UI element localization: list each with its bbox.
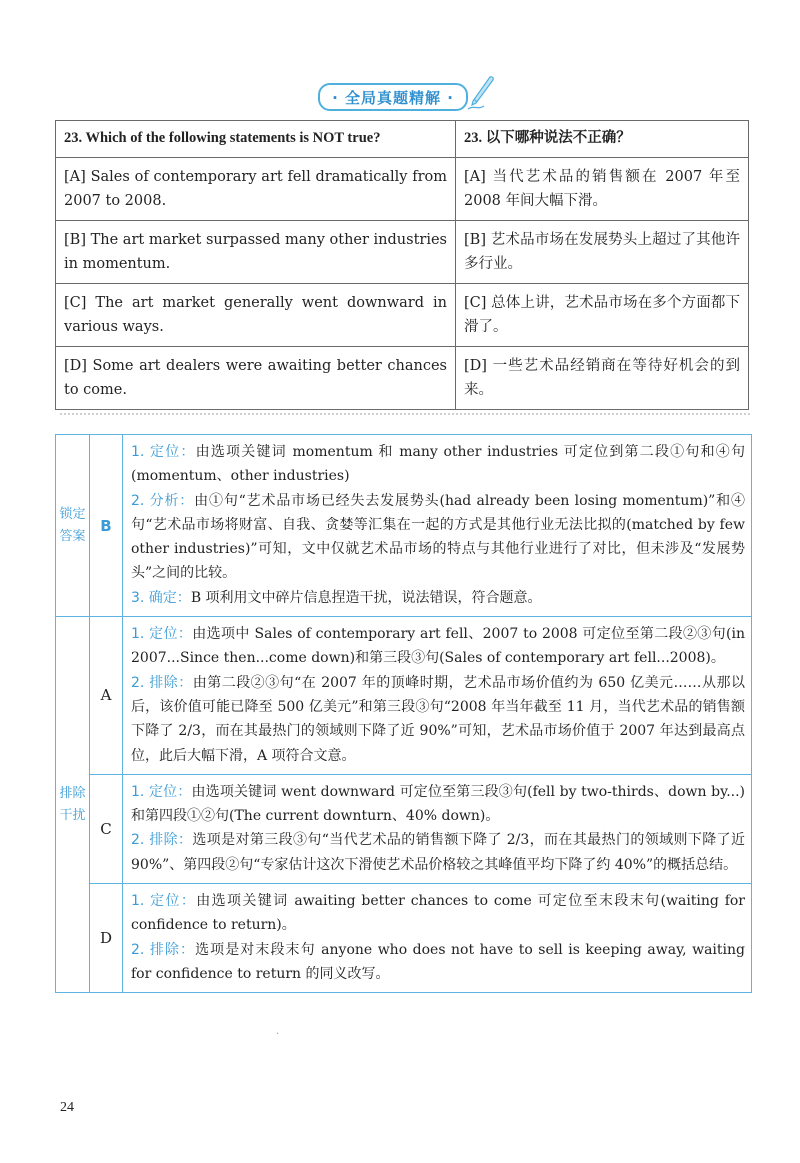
distractor-option: C (90, 774, 123, 883)
analysis-step (131, 622, 745, 671)
question-table (55, 120, 749, 410)
step-key: 1. 定位： (131, 444, 196, 460)
analysis-step (131, 671, 745, 768)
analysis-step (131, 828, 745, 877)
option-row-d (56, 347, 749, 410)
footer-mark: . (276, 1026, 280, 1037)
step-text: 由①句“艺术品市场已经失去发展势头(had already been losing momentum)”和④句“艺术品市场将财富、自我、贪婪等汇集在一起的方式是其他行业无法比拟的(matched by few other industries)”可知，文中仅就艺术品市场的特点与其他行业进行了对比，但未涉及“发展势头”之间的比较。 (131, 492, 746, 582)
step-text: 由选项中 Sales of contemporary art fell、2007 to 2008 可定位至第二段②③句(in 2007...Since then...come down)和第三段③句(Sales of contemporary art fell...2008)。 (131, 626, 745, 667)
question-title-en: 23. Which of the following statements is NOT true? (56, 121, 456, 158)
section-banner (318, 83, 494, 113)
option-row-c (56, 284, 749, 347)
option-zh: [A] 当代艺术品的销售额在 2007 年至 2008 年间大幅下滑。 (456, 158, 749, 221)
distractor-analysis (123, 884, 752, 993)
step-key: 2. 排除： (131, 832, 193, 849)
answer-label-text: 锁定答案 (59, 506, 86, 544)
step-key: 2. 分析： (131, 492, 195, 509)
distractor-option: D (90, 884, 123, 993)
answer-label (56, 435, 90, 617)
option-en: [A] Sales of contemporary art fell dramatically from 2007 to 2008. (56, 158, 456, 221)
step-key: 1. 定位： (131, 893, 197, 910)
step-text: 由选项关键词 momentum 和 many other industries 可定位到第二段①句和④句(momentum、other industries) (131, 444, 746, 485)
analysis-table (55, 434, 752, 993)
distractor-row-a (56, 617, 752, 775)
answer-row (56, 435, 752, 617)
step-text: 由第二段②③句“在 2007 年的顶峰时期，艺术品市场价值约为 650 亿美元……从那以后，该价值可能已降至 500 亿美元”和第三段③句“2008 年当年截至 11 月，当代艺术品的销售额下降了 2/3，而在其最热门的领域则下降了近 90%”可知，艺术品市场价值于 2007 年达到最高点位，此后大幅下滑，A 项符合文意。 (131, 674, 745, 764)
step-text: 选项是对末段末句 anyone who does not have to sell is keeping away, waiting for confidence to return 的同义改写。 (131, 941, 745, 982)
page-number: 24 (60, 1100, 74, 1115)
answer-analysis (123, 435, 752, 617)
distractor-option: A (90, 617, 123, 775)
answer-option: B (90, 435, 123, 617)
step-key: 2. 排除： (131, 941, 196, 958)
distractor-analysis (123, 617, 752, 775)
option-en: [C] The art market generally went downward in various ways. (56, 284, 456, 347)
step-text: 由选项关键词 awaiting better chances to come 可定位至末段末句(waiting for confidence to return)。 (131, 893, 746, 934)
option-en: [D] Some art dealers were awaiting better chances to come. (56, 347, 456, 410)
analysis-step (131, 489, 745, 586)
distractor-row-d (56, 884, 752, 993)
option-row-a (56, 158, 749, 221)
step-text: B 项利用文中碎片信息捏造干扰，说法错误，符合题意。 (190, 589, 542, 606)
analysis-step (131, 889, 745, 938)
step-key: 1. 定位： (131, 783, 192, 800)
question-title-zh: 23. 以下哪种说法不正确？ (456, 121, 749, 158)
question-header-row (56, 121, 749, 158)
distractor-label (56, 617, 90, 993)
option-row-b (56, 221, 749, 284)
distractor-analysis (123, 774, 752, 883)
step-key: 1. 定位： (131, 626, 193, 643)
step-text: 选项是对第三段③句“当代艺术品的销售额下降了 2/3，而在其最热门的领域则下降了近 90%”、第四段②句“专家估计这次下滑使艺术品价格较之其峰值平均下降了约 40%”的概括总结。 (131, 832, 745, 873)
step-key: 3. 确定： (131, 589, 191, 606)
section-title: · 全局真题精解 · (318, 83, 468, 111)
distractor-label-text: 排除干扰 (59, 785, 86, 823)
option-zh: [D] 一些艺术品经销商在等待好机会的到来。 (456, 347, 749, 410)
step-key: 2. 排除： (131, 674, 193, 691)
analysis-step (131, 440, 745, 489)
analysis-step (131, 780, 745, 829)
distractor-row-c (56, 774, 752, 883)
analysis-step (131, 586, 745, 610)
dotted-divider (60, 413, 750, 415)
option-en: [B] The art market surpassed many other industries in momentum. (56, 221, 456, 284)
option-zh: [B] 艺术品市场在发展势头上超过了其他许多行业。 (456, 221, 749, 284)
option-zh: [C] 总体上讲，艺术品市场在多个方面都下滑了。 (456, 284, 749, 347)
pen-icon (466, 75, 496, 111)
analysis-step (131, 938, 745, 987)
step-text: 由选项关键词 went downward 可定位至第三段③句(fell by two-thirds、down by...)和第四段①②句(The current downturn、40% down)。 (131, 783, 746, 825)
